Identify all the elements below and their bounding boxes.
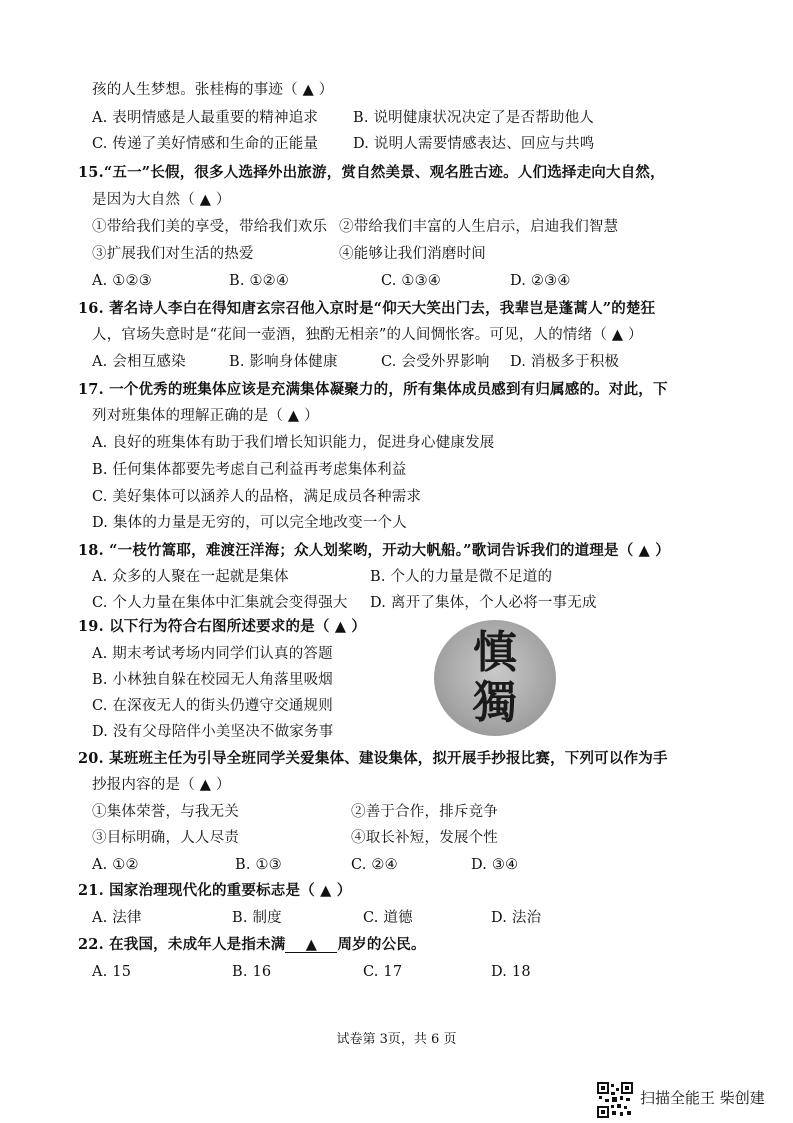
page-footer: 试卷第 3页，共 6 页 bbox=[336, 1032, 457, 1047]
text-line: ②善于合作，排斥竞争 bbox=[351, 804, 498, 820]
text-line: B. ①③ bbox=[235, 857, 282, 873]
text-line: A. 15 bbox=[92, 964, 132, 980]
text-line: D. 18 bbox=[491, 964, 531, 980]
text-line: D. 法治 bbox=[491, 910, 542, 926]
text-line: B. 个人的力量是微不足道的 bbox=[370, 569, 553, 585]
text-line: B. 说明健康状况决定了是否帮助他人 bbox=[353, 110, 594, 126]
qr-code-icon bbox=[597, 1082, 633, 1118]
text-line: C. 会受外界影响 bbox=[381, 354, 490, 370]
text-line: D. 说明人需要情感表达、回应与共鸣 bbox=[353, 136, 595, 152]
text-line: B. 小林独自躲在校园无人角落里吸烟 bbox=[92, 672, 333, 688]
fill-blank: ▲ bbox=[285, 937, 337, 953]
text-line: B. ①②④ bbox=[229, 273, 290, 289]
text-line: A. ①② bbox=[92, 857, 139, 873]
text-line: A. ①②③ bbox=[92, 273, 152, 289]
text-line: 抄报内容的是（ ▲ ） bbox=[92, 777, 231, 793]
question-stem-line: 19. 以下行为符合右图所述要求的是（ ▲ ） bbox=[78, 618, 367, 635]
text-line: C. 个人力量在集体中汇集就会变得强大 bbox=[92, 595, 348, 611]
text-line: A. 期末考试考场内同学们认真的答题 bbox=[92, 646, 333, 662]
text-line: ①集体荣誉，与我无关 bbox=[92, 804, 239, 820]
text-line: 列对班集体的理解正确的是（ ▲ ） bbox=[92, 408, 319, 424]
text-line: ③目标明确，人人尽责 bbox=[92, 830, 239, 846]
text-line: B. 任何集体都要先考虑自己利益再考虑集体利益 bbox=[92, 462, 407, 478]
question-stem-line: 16. 著名诗人李白在得知唐玄宗召他入京时是“仰天大笑出门去，我辈岂是蓬蒿人”的楚狂 bbox=[78, 300, 656, 317]
text-line: B. 影响身体健康 bbox=[229, 354, 338, 370]
text-line: C. 17 bbox=[363, 964, 403, 980]
text-line: D. 离开了集体，个人必将一事无成 bbox=[370, 595, 597, 611]
question-stem-line: 20. 某班班主任为引导全班同学关爱集体、建设集体，拟开展手抄报比赛，下列可以作为手 bbox=[78, 750, 668, 767]
text-line: ②带给我们丰富的人生启示，启迪我们智慧 bbox=[339, 219, 619, 235]
text-line: 人，官场失意时是“花间一壶酒，独酌无相亲”的人间惆怅客。可见，人的情绪（ ▲ ） bbox=[92, 327, 643, 343]
text-line: 孩的人生梦想。张桂梅的事迹（ ▲ ） bbox=[92, 82, 334, 98]
question-22 bbox=[78, 936, 426, 954]
question-stem-line: 17. 一个优秀的班集体应该是充满集体凝聚力的，所有集体成员感到有归属感的。对此，下 bbox=[78, 381, 668, 398]
question-stem-line: 18. “一枝竹篙耶，难渡汪洋海；众人划桨哟，开动大帆船。”歌词告诉我们的道理是（ ▲ ） bbox=[78, 542, 670, 559]
text-line: C. 传递了美好情感和生命的正能量 bbox=[92, 136, 319, 152]
question-22-after: 周岁的公民。 bbox=[337, 936, 426, 953]
text-line: D. 消极多于积极 bbox=[510, 354, 620, 370]
text-line: C. 道德 bbox=[363, 910, 413, 926]
text-line: B. 制度 bbox=[232, 910, 282, 926]
text-line: A. 会相互感染 bbox=[92, 354, 186, 370]
text-line: A. 法律 bbox=[92, 910, 142, 926]
text-line: C. 在深夜无人的街头仍遵守交通规则 bbox=[92, 698, 333, 714]
text-line: ④能够让我们消磨时间 bbox=[339, 246, 486, 262]
text-line: ④取长补短，发展个性 bbox=[351, 830, 498, 846]
text-line: ③扩展我们对生活的热爱 bbox=[92, 246, 254, 262]
seal-char-shen: 慎 bbox=[473, 627, 517, 678]
shendu-seal-image bbox=[434, 620, 556, 736]
text-line: ①带给我们美的享受，带给我们欢乐 bbox=[92, 219, 328, 235]
scanner-watermark-text: 扫描全能王 柴创建 bbox=[640, 1089, 765, 1107]
text-line: C. ①③④ bbox=[381, 273, 441, 289]
text-line: D. ②③④ bbox=[510, 273, 571, 289]
text-line: C. ②④ bbox=[351, 857, 398, 873]
question-22-before: 22. 在我国，未成年人是指未满 bbox=[78, 936, 286, 953]
seal-char-du: 獨 bbox=[473, 677, 517, 728]
text-line: D. 没有父母陪伴小美坚决不做家务事 bbox=[92, 724, 334, 740]
text-line: C. 美好集体可以涵养人的品格，满足成员各种需求 bbox=[92, 489, 422, 505]
question-stem-line: 21. 国家治理现代化的重要标志是（ ▲ ） bbox=[78, 882, 352, 899]
text-line: 是因为大自然（ ▲ ） bbox=[92, 192, 231, 208]
question-stem-line: 15.“五一”长假，很多人选择外出旅游，赏自然美景、观名胜古迹。人们选择走向大自然， bbox=[78, 164, 665, 181]
text-line: B. 16 bbox=[232, 964, 272, 980]
text-line: D. 集体的力量是无穷的，可以完全地改变一个人 bbox=[92, 515, 407, 531]
text-line: A. 表明情感是人最重要的精神追求 bbox=[92, 110, 319, 126]
text-line: D. ③④ bbox=[471, 857, 519, 873]
text-line: A. 众多的人聚在一起就是集体 bbox=[92, 569, 289, 585]
text-line: A. 良好的班集体有助于我们增长知识能力，促进身心健康发展 bbox=[92, 435, 495, 451]
